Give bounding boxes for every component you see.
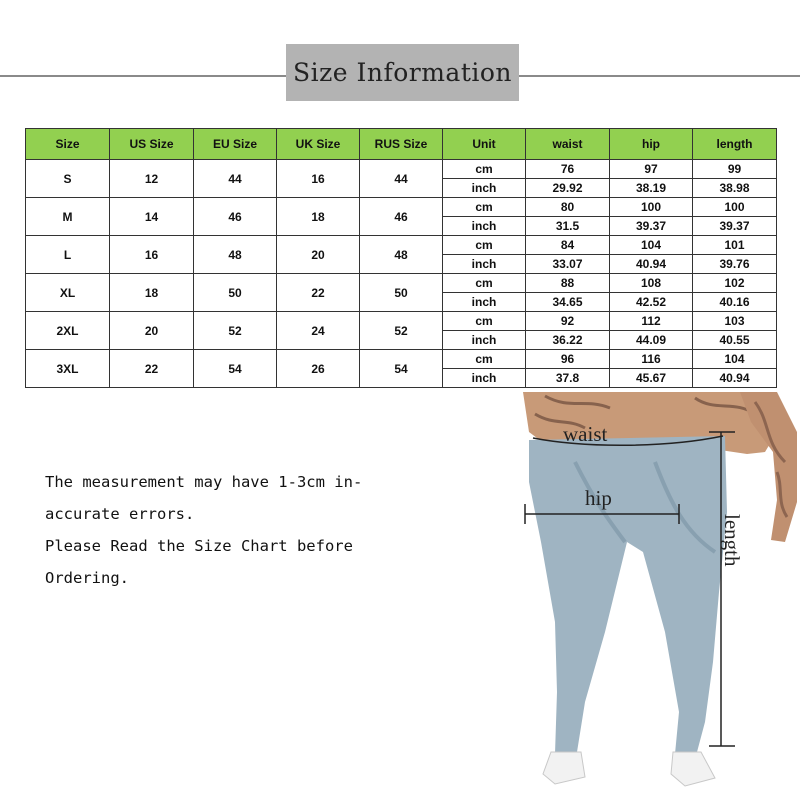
cell-hip: 39.37: [610, 217, 693, 236]
cell-length: 101: [693, 236, 777, 255]
note-line: Please Read the Size Chart before: [45, 537, 353, 555]
header-size: Size: [26, 129, 110, 160]
cell-rus: 48: [360, 236, 443, 274]
note-line: Ordering.: [45, 569, 129, 587]
header-length: length: [693, 129, 777, 160]
cell-hip: 100: [610, 198, 693, 217]
cell-hip: 44.09: [610, 331, 693, 350]
header-rus-size: RUS Size: [360, 129, 443, 160]
table-row: [26, 312, 777, 331]
cell-waist: 31.5: [526, 217, 610, 236]
cell-size: 2XL: [26, 312, 110, 350]
title-banner: [286, 44, 519, 101]
cell-waist: 76: [526, 160, 610, 179]
cell-unit: inch: [443, 255, 526, 274]
cell-us: 18: [110, 274, 194, 312]
cell-eu: 44: [194, 160, 277, 198]
cell-size: 3XL: [26, 350, 110, 388]
cell-rus: 54: [360, 350, 443, 388]
cell-waist: 84: [526, 236, 610, 255]
cell-eu: 50: [194, 274, 277, 312]
cell-unit: inch: [443, 331, 526, 350]
cell-hip: 45.67: [610, 369, 693, 388]
cell-unit: cm: [443, 274, 526, 293]
cell-length: 38.98: [693, 179, 777, 198]
cell-length: 104: [693, 350, 777, 369]
cell-size: M: [26, 198, 110, 236]
cell-uk: 16: [277, 160, 360, 198]
model-measurement-illustration: [515, 392, 800, 800]
measurement-note: [45, 466, 385, 594]
cell-waist: 80: [526, 198, 610, 217]
cell-unit: inch: [443, 369, 526, 388]
cell-length: 102: [693, 274, 777, 293]
cell-unit: inch: [443, 217, 526, 236]
cell-size: L: [26, 236, 110, 274]
table-row: [26, 236, 777, 255]
cell-hip: 112: [610, 312, 693, 331]
cell-hip: 38.19: [610, 179, 693, 198]
cell-hip: 104: [610, 236, 693, 255]
shoe: [671, 752, 715, 786]
cell-hip: 97: [610, 160, 693, 179]
note-line: accurate errors.: [45, 505, 195, 523]
cell-waist: 33.07: [526, 255, 610, 274]
cell-eu: 46: [194, 198, 277, 236]
cell-size: XL: [26, 274, 110, 312]
header-eu-size: EU Size: [194, 129, 277, 160]
cell-eu: 54: [194, 350, 277, 388]
cell-waist: 37.8: [526, 369, 610, 388]
page-title: Size Information: [292, 58, 513, 87]
header-us-size: US Size: [110, 129, 194, 160]
header-unit: Unit: [443, 129, 526, 160]
shoe: [543, 752, 585, 784]
cell-unit: cm: [443, 160, 526, 179]
cell-waist: 29.92: [526, 179, 610, 198]
cell-rus: 46: [360, 198, 443, 236]
cell-unit: cm: [443, 236, 526, 255]
cell-us: 22: [110, 350, 194, 388]
cell-hip: 42.52: [610, 293, 693, 312]
cell-length: 103: [693, 312, 777, 331]
size-chart-table: [25, 128, 777, 388]
cell-uk: 26: [277, 350, 360, 388]
header-uk-size: UK Size: [277, 129, 360, 160]
cell-length: 99: [693, 160, 777, 179]
cell-unit: inch: [443, 179, 526, 198]
cell-rus: 52: [360, 312, 443, 350]
cell-hip: 116: [610, 350, 693, 369]
cell-eu: 48: [194, 236, 277, 274]
cell-uk: 18: [277, 198, 360, 236]
note-line: The measurement may have 1-3cm in-: [45, 473, 363, 491]
cell-uk: 24: [277, 312, 360, 350]
cell-waist: 96: [526, 350, 610, 369]
cell-uk: 22: [277, 274, 360, 312]
cell-unit: inch: [443, 293, 526, 312]
cell-waist: 92: [526, 312, 610, 331]
cell-waist: 88: [526, 274, 610, 293]
cell-eu: 52: [194, 312, 277, 350]
cell-rus: 44: [360, 160, 443, 198]
cell-length: 100: [693, 198, 777, 217]
hip-label: hip: [585, 486, 612, 510]
cell-us: 16: [110, 236, 194, 274]
jeans-model-image: [515, 392, 800, 800]
cell-rus: 50: [360, 274, 443, 312]
header-waist: waist: [526, 129, 610, 160]
cell-length: 39.76: [693, 255, 777, 274]
cell-waist: 34.65: [526, 293, 610, 312]
table-row: [26, 198, 777, 217]
cell-unit: cm: [443, 312, 526, 331]
cell-hip: 40.94: [610, 255, 693, 274]
cell-size: S: [26, 160, 110, 198]
header-hip: hip: [610, 129, 693, 160]
jeans: [529, 436, 727, 754]
cell-length: 40.16: [693, 293, 777, 312]
cell-hip: 108: [610, 274, 693, 293]
cell-unit: cm: [443, 198, 526, 217]
cell-length: 40.94: [693, 369, 777, 388]
table-row: [26, 160, 777, 179]
cell-waist: 36.22: [526, 331, 610, 350]
cell-unit: cm: [443, 350, 526, 369]
cell-uk: 20: [277, 236, 360, 274]
table-row: [26, 350, 777, 369]
waist-label: waist: [563, 422, 608, 446]
cell-length: 40.55: [693, 331, 777, 350]
table-header-row: [26, 129, 777, 160]
length-label: length: [720, 514, 744, 567]
cell-us: 14: [110, 198, 194, 236]
table-row: [26, 274, 777, 293]
cell-us: 20: [110, 312, 194, 350]
model-arm: [740, 392, 797, 542]
cell-us: 12: [110, 160, 194, 198]
cell-length: 39.37: [693, 217, 777, 236]
